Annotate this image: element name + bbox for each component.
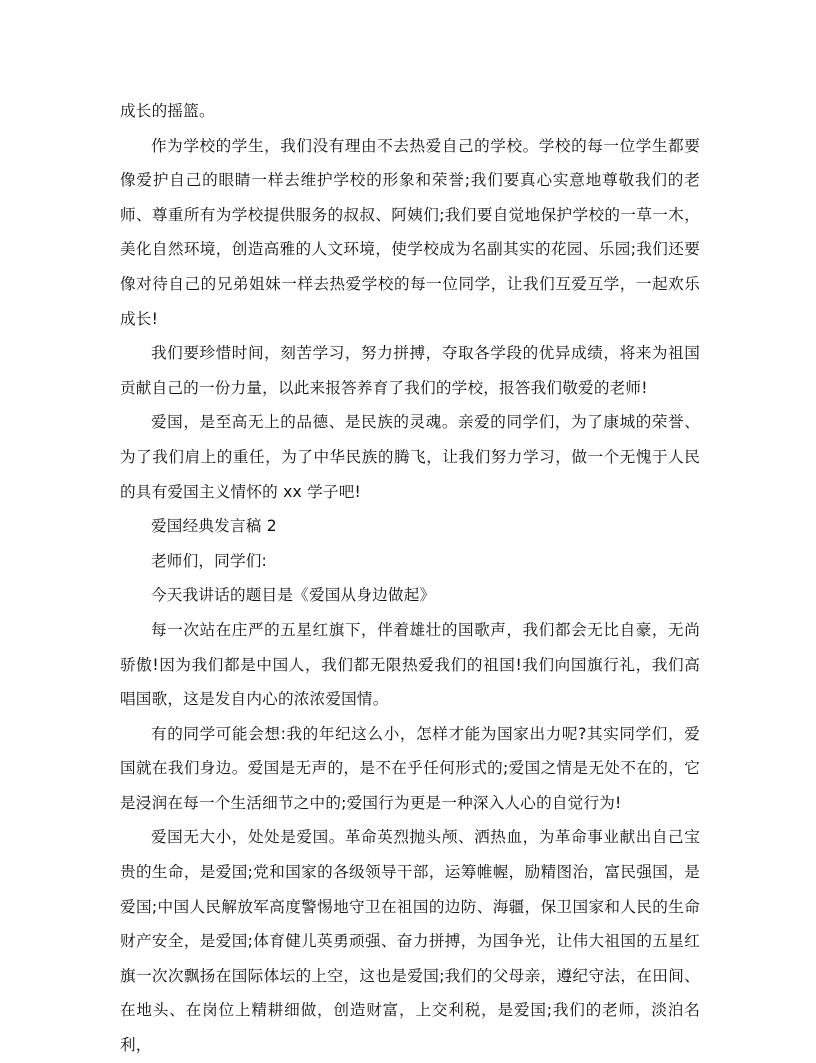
paragraph-3: 我们要珍惜时间，刻苦学习，努力拼搏，夺取各学段的优异成绩，将来为祖国贡献自己的一份力量，以此来报答养育了我们的学校，报答我们敬爱的老师! <box>120 344 700 397</box>
salutation: 老师们，同学们: <box>151 551 268 570</box>
paragraph-2: 作为学校的学生，我们没有理由不去热爱自己的学校。学校的每一位学生都要像爱护自己的眼睛一样去维护学校的形象和荣誉;我们要真心实意地尊敬我们的老师、尊重所有为学校提供服务的叔叔、阿姨们;我们要自觉地保护学校的一草一木，美化自然环境，创造高雅的人文环境，使学校成为名副其实的花园、乐园;我们还要像对待自己的兄弟姐妹一样去热爱学校的每一位同学，让我们互爱互学，一起欢乐成长! <box>120 136 700 328</box>
paragraph-4: 爱国，是至高无上的品德、是民族的灵魂。亲爱的同学们，为了康城的荣誉、为了我们肩上的重任，为了中华民族的腾飞，让我们努力学习，做一个无愧于人民的具有爱国主义情怀的 xx 学子吧! <box>120 413 700 501</box>
speech-topic: 今天我讲话的题目是《爱国从身边做起》 <box>151 586 436 605</box>
section-heading: 爱国经典发言稿 2 <box>151 517 277 536</box>
paragraph-9: 有的同学可能会想:我的年纪这么小，怎样才能为国家出力呢?其实同学们，爱国就在我们身边。爱国是无声的，是不在乎任何形式的;爱国之情是无处不在的，它是浸润在每一个生活细节之中的;爱国行为更是一种深入人心的自觉行为! <box>120 724 700 812</box>
document-body <box>120 94 700 1063</box>
paragraph-1: 成长的摇篮。 <box>120 102 215 120</box>
paragraph-8: 每一次站在庄严的五星红旗下，伴着雄壮的国歌声，我们都会无比自豪，无尚骄傲!因为我们都是中国人，我们都无限热爱我们的祖国!我们向国旗行礼，我们高唱国歌，这是发自内心的浓浓爱国情。 <box>120 620 700 709</box>
paragraph-10: 爱国无大小，处处是爱国。革命英烈抛头颅、洒热血，为革命事业献出自己宝贵的生命，是爱国;党和国家的各级领导干部，运筹帷幄，励精图治，富民强国，是爱国;中国人民解放军高度警惕地守卫在祖国的边防、海疆，保卫国家和人民的生命财产安全，是爱国;体育健儿英勇顽强、奋力拼搏，为国争光，让伟大祖国的五星红旗一次次飘扬在国际体坛的上空，这也是爱国;我们的父母亲，遵纪守法，在田间、在地头、在岗位上精耕细做，创造财富，上交利税，是爱国;我们的老师，淡泊名利， <box>120 828 700 1055</box>
